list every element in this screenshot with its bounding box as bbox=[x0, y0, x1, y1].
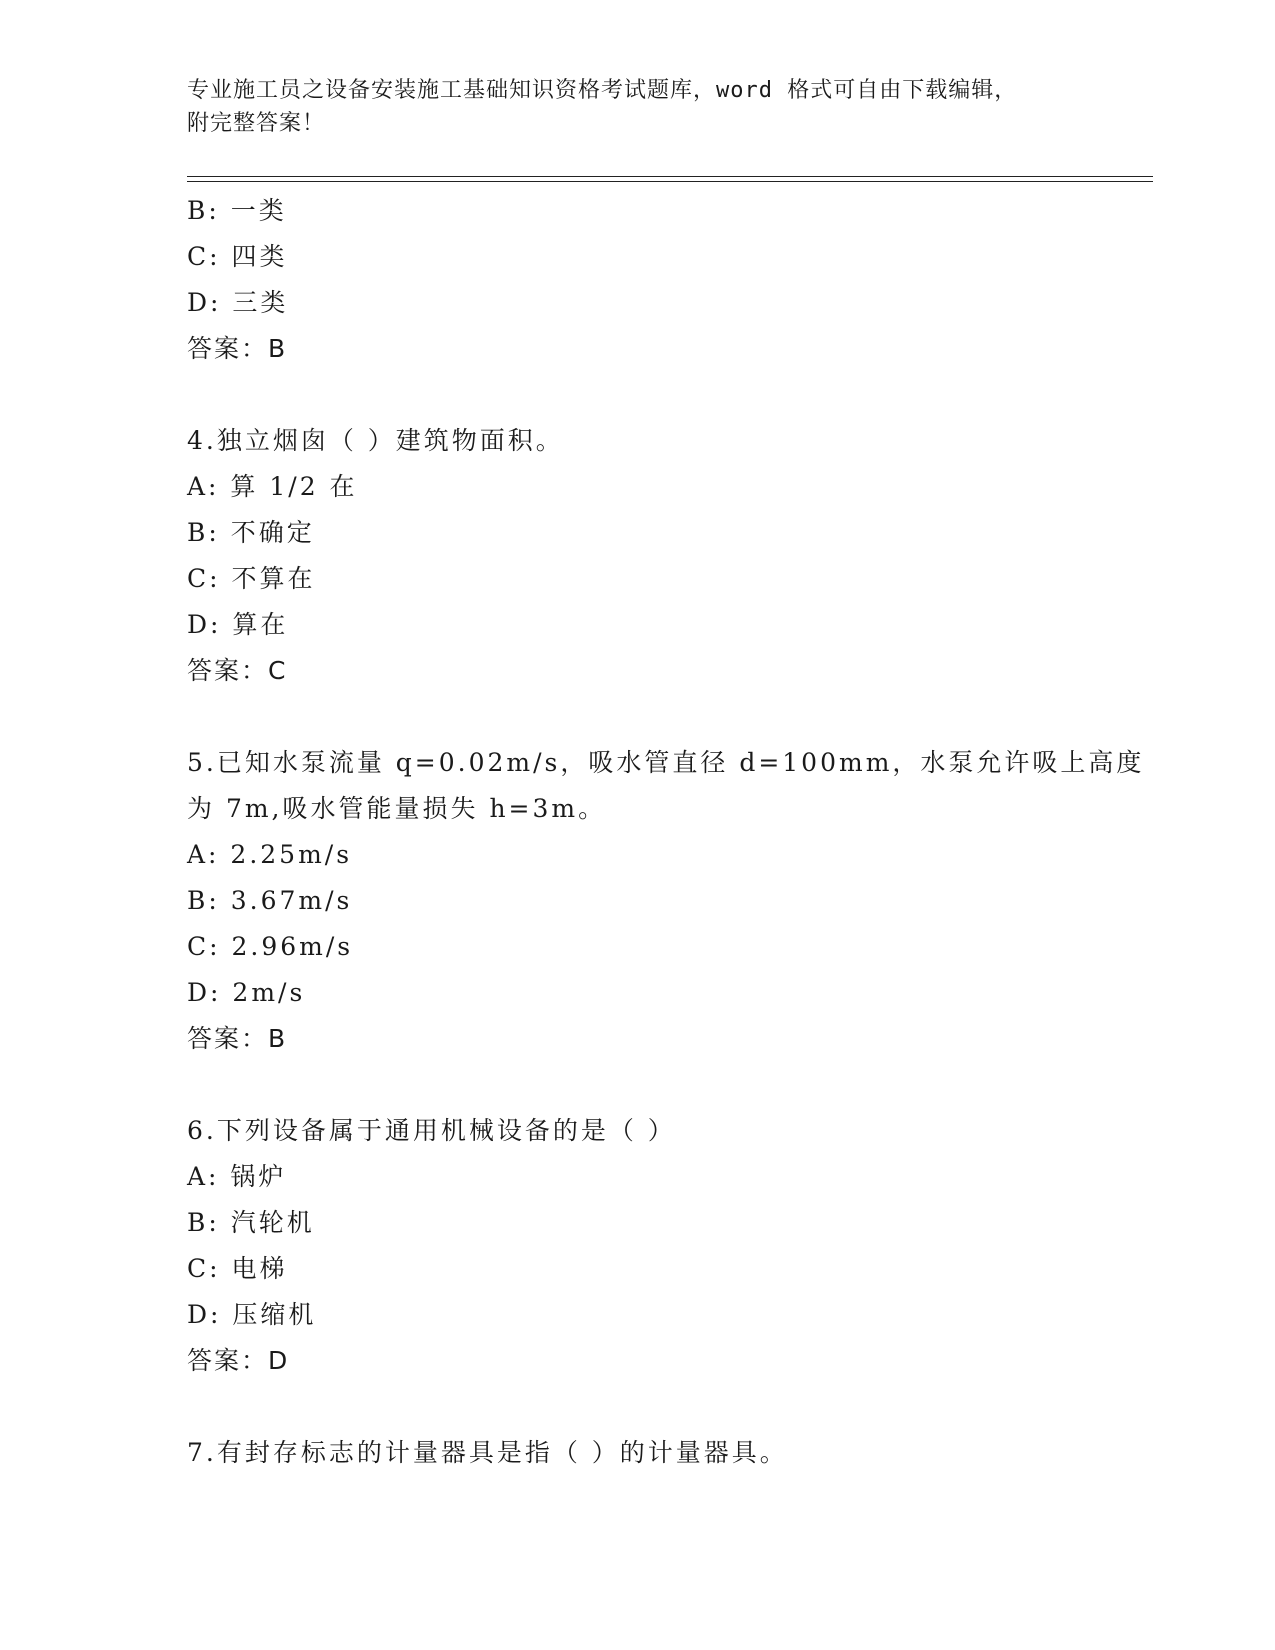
document-header bbox=[187, 74, 1087, 140]
question-5-option-d: D: 2m/s bbox=[187, 978, 306, 1007]
question-6-option-a: A: 锅炉 bbox=[187, 1162, 287, 1191]
question-3-option-d: D: 三类 bbox=[187, 288, 289, 317]
question-4 bbox=[187, 418, 1087, 694]
question-gap bbox=[187, 694, 1087, 740]
question-5-option-c: C: 2.96m/s bbox=[187, 932, 354, 961]
header-rule-bottom bbox=[187, 181, 1153, 182]
question-3-option-b: B: 一类 bbox=[187, 196, 287, 225]
question-4-answer: 答案：C bbox=[187, 656, 288, 685]
question-7 bbox=[187, 1430, 1087, 1476]
question-6 bbox=[187, 1108, 1087, 1384]
question-list bbox=[187, 188, 1145, 1476]
question-4-option-b: B: 不确定 bbox=[187, 518, 315, 547]
question-5-option-b: B: 3.67m/s bbox=[187, 886, 353, 915]
question-6-stem: 6.下列设备属于通用机械设备的是（ ） bbox=[187, 1116, 676, 1145]
header-rule-top bbox=[187, 176, 1153, 177]
question-3 bbox=[187, 188, 1087, 372]
header-line-2: 附完整答案！ bbox=[187, 111, 326, 136]
question-7-stem: 7.有封存标志的计量器具是指（ ）的计量器具。 bbox=[187, 1438, 788, 1467]
question-5-stem-line-1: 5.已知水泵流量 q=0.02m/s，吸水管直径 d=100mm，水泵允许吸上高度 bbox=[187, 748, 1145, 777]
question-5 bbox=[187, 740, 1145, 1062]
question-gap bbox=[187, 1384, 1087, 1430]
question-4-option-a: A: 算 1/2 在 bbox=[187, 472, 358, 501]
question-gap bbox=[187, 1062, 1087, 1108]
question-6-option-c: C: 电梯 bbox=[187, 1254, 288, 1283]
question-3-option-c: C: 四类 bbox=[187, 242, 288, 271]
question-5-option-a: A: 2.25m/s bbox=[187, 840, 353, 869]
question-5-stem-line-2: 为 7m,吸水管能量损失 h=3m。 bbox=[187, 794, 607, 823]
header-line-1: 专业施工员之设备安装施工基础知识资格考试题库，word 格式可自由下载编辑， bbox=[187, 78, 1018, 103]
question-4-stem: 4.独立烟囱（ ）建筑物面积。 bbox=[187, 426, 564, 455]
question-5-answer: 答案：B bbox=[187, 1024, 288, 1053]
question-gap bbox=[187, 372, 1087, 418]
question-6-option-d: D: 压缩机 bbox=[187, 1300, 317, 1329]
question-3-answer: 答案：B bbox=[187, 334, 288, 363]
question-6-option-b: B: 汽轮机 bbox=[187, 1208, 315, 1237]
question-4-option-d: D: 算在 bbox=[187, 610, 289, 639]
question-4-option-c: C: 不算在 bbox=[187, 564, 316, 593]
question-6-answer: 答案：D bbox=[187, 1346, 290, 1375]
